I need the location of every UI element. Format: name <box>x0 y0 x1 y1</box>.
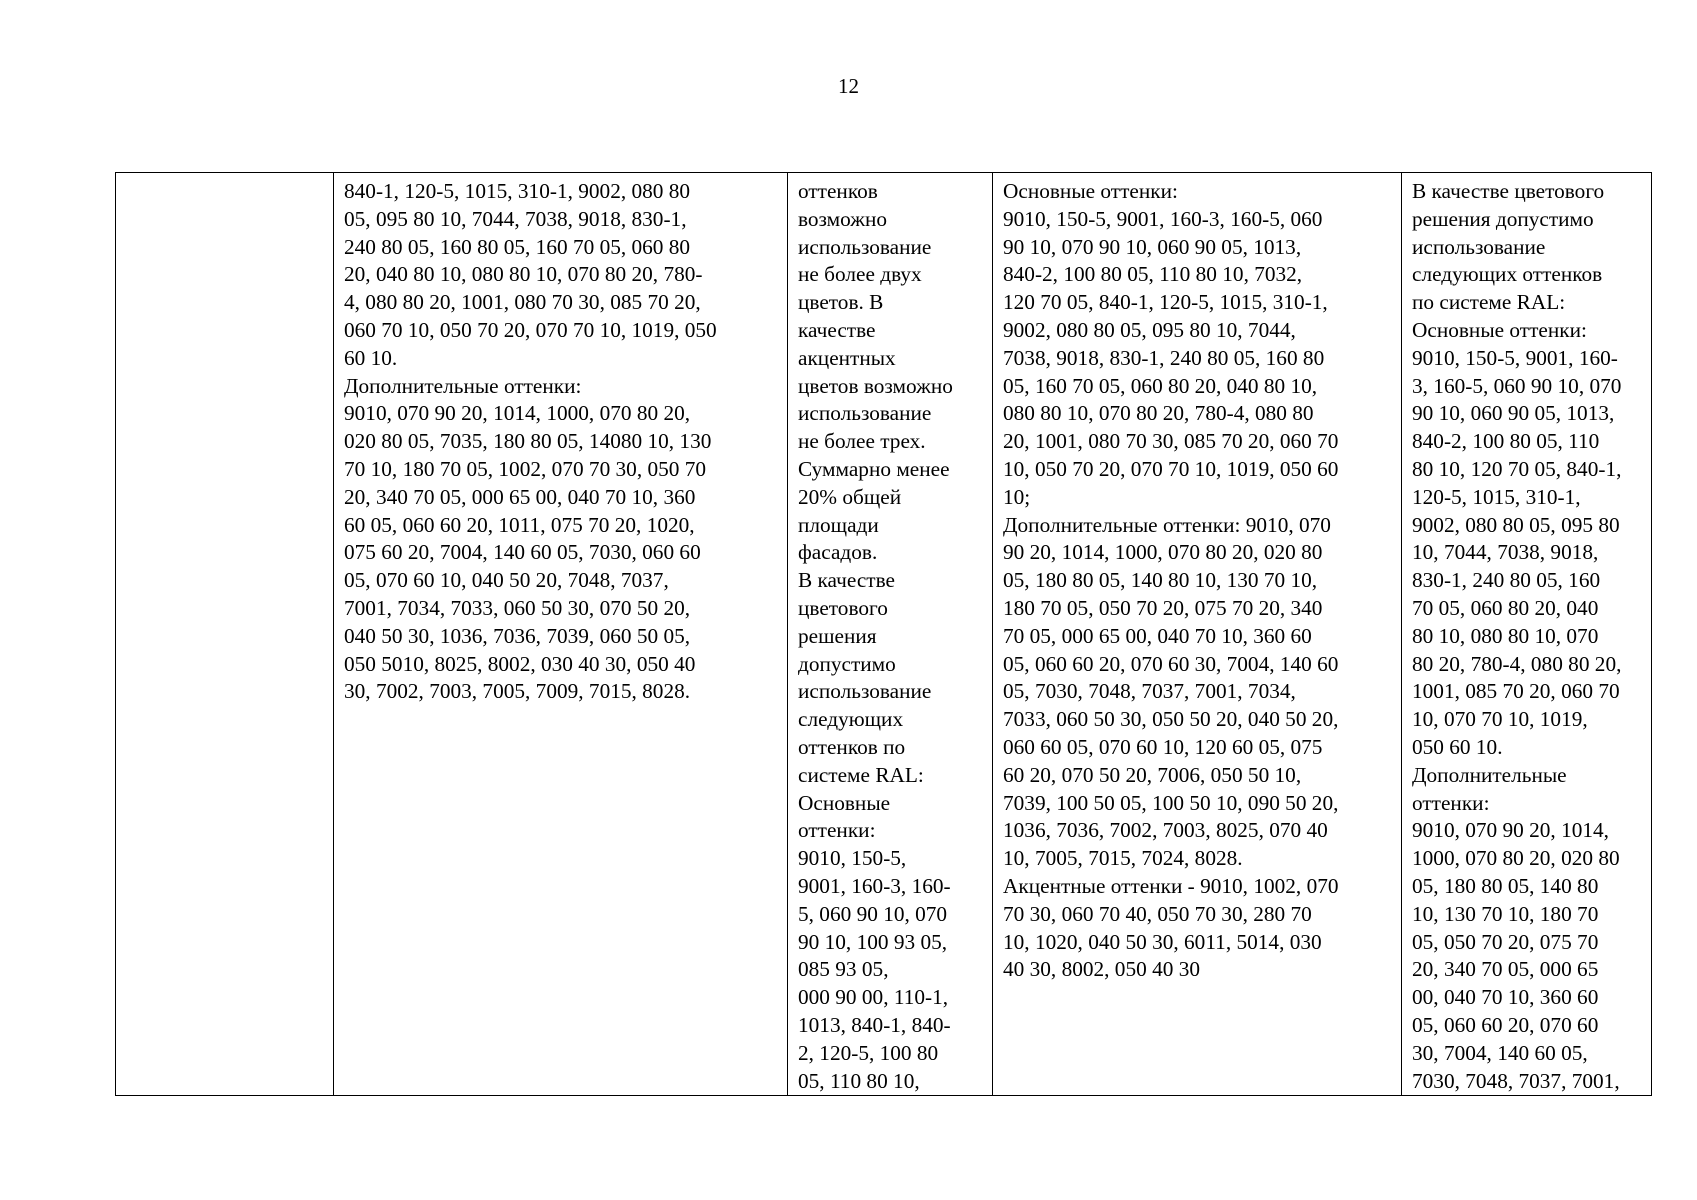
cell-text-line: 90 10, 060 90 05, 1013, <box>1412 401 1615 426</box>
cell-text-line: 10, 130 70 10, 180 70 <box>1412 901 1599 926</box>
cell-text-line: 05, 160 70 05, 060 80 20, 040 80 10, <box>1003 373 1318 398</box>
cell-text-line: по системе RAL: <box>1412 290 1566 315</box>
color-specification-table <box>115 172 1652 1096</box>
table-cell-color-rules <box>788 173 993 1096</box>
cell-text-line: 60 20, 070 50 20, 7006, 050 50 10, <box>1003 762 1302 787</box>
cell-text-line: 9010, 150-5, 9001, 160-3, 160-5, 060 <box>1003 206 1323 231</box>
cell-text-line: 080 80 10, 070 80 20, 780-4, 080 80 <box>1003 401 1314 426</box>
cell-text-line: 20, 040 80 10, 080 80 10, 070 80 20, 780- <box>344 262 703 287</box>
cell-text-line: 00, 040 70 10, 360 60 <box>1412 985 1599 1010</box>
cell-text-line: Акцентные оттенки - 9010, 1002, 070 <box>1003 873 1339 898</box>
table-cell-shades-list <box>334 173 788 1096</box>
cell-text-line: не более двух <box>798 262 922 287</box>
cell-text-line: 4, 080 80 20, 1001, 080 70 30, 085 70 20, <box>344 290 701 315</box>
cell-text-line: оттенки: <box>1412 790 1490 815</box>
cell-text-line: 40 30, 8002, 050 40 30 <box>1003 957 1200 982</box>
cell-text-line: 70 10, 180 70 05, 1002, 070 70 30, 050 70 <box>344 456 707 481</box>
cell-text-line: 1001, 085 70 20, 060 70 <box>1412 679 1620 704</box>
cell-text-line: 10, 070 70 10, 1019, <box>1412 707 1588 732</box>
cell-text-line: следующих оттенков <box>1412 262 1603 287</box>
cell-text-line: 9010, 150-5, <box>798 846 907 871</box>
cell-text-line: следующих <box>798 707 904 732</box>
cell-text-line: Основные оттенки: <box>1412 317 1587 342</box>
table-cell-ral-shades <box>1402 173 1652 1096</box>
cell-text-line: 9001, 160-3, 160- <box>798 873 951 898</box>
cell-text-line: 840-2, 100 80 05, 110 <box>1412 429 1600 454</box>
cell-text-line: 7038, 9018, 830-1, 240 80 05, 160 80 <box>1003 345 1325 370</box>
cell-text-line: использование <box>1412 234 1546 259</box>
cell-text-line: цветового <box>798 595 888 620</box>
cell-text-line: использование <box>798 679 932 704</box>
cell-text-line: 10; <box>1003 484 1031 509</box>
cell-text-line: 085 93 05, <box>798 957 889 982</box>
cell-text-line: 830-1, 240 80 05, 160 <box>1412 568 1601 593</box>
table-cell-empty <box>116 173 334 1096</box>
cell-text-line: 9002, 080 80 05, 095 80 10, 7044, <box>1003 317 1296 342</box>
cell-text-line: 7001, 7034, 7033, 060 50 30, 070 50 20, <box>344 595 691 620</box>
cell-text-line: решения допустимо <box>1412 206 1594 231</box>
cell-text-line: 05, 095 80 10, 7044, 7038, 9018, 830-1, <box>344 206 687 231</box>
cell-text-line: 80 10, 080 80 10, 070 <box>1412 623 1599 648</box>
cell-text-line: 05, 110 80 10, <box>798 1068 920 1093</box>
cell-text-line: оттенков <box>798 179 878 203</box>
cell-text-line: использование <box>798 401 932 426</box>
cell-text-line: Дополнительные <box>1412 762 1567 787</box>
cell-text-line: В качестве цветового <box>1412 179 1605 203</box>
cell-text-line: 060 60 05, 070 60 10, 120 60 05, 075 <box>1003 734 1323 759</box>
cell-text-line: 10, 7005, 7015, 7024, 8028. <box>1003 846 1243 871</box>
cell-text-line: использование <box>798 234 932 259</box>
cell-text-line: 05, 060 60 20, 070 60 30, 7004, 140 60 <box>1003 651 1339 676</box>
cell-text-line: 840-2, 100 80 05, 110 80 10, 7032, <box>1003 262 1303 287</box>
cell-text-line: акцентных <box>798 345 896 370</box>
cell-text-line: 060 70 10, 050 70 20, 070 70 10, 1019, 050 <box>344 317 717 342</box>
cell-text-line: 70 30, 060 70 40, 050 70 30, 280 70 <box>1003 901 1312 926</box>
cell-text-line: 05, 060 60 20, 070 60 <box>1412 1012 1599 1037</box>
cell-text-line: 05, 7030, 7048, 7037, 7001, 7034, <box>1003 679 1296 704</box>
cell-text-line: цветов возможно <box>798 373 953 398</box>
cell-text-line: оттенки: <box>798 818 876 843</box>
cell-text-line: 70 05, 000 65 00, 040 70 10, 360 60 <box>1003 623 1312 648</box>
cell-text-line: Основные оттенки: <box>1003 179 1178 203</box>
cell-text-line: 240 80 05, 160 80 05, 160 70 05, 060 80 <box>344 234 691 259</box>
cell-text-line: 30, 7004, 140 60 05, <box>1412 1040 1588 1065</box>
cell-text-line: Суммарно менее <box>798 456 950 481</box>
cell-text-line: 9002, 080 80 05, 095 80 <box>1412 512 1620 537</box>
cell-text-line: 90 10, 100 93 05, <box>798 929 948 954</box>
cell-text-line: возможно <box>798 206 888 231</box>
cell-text-line: 80 20, 780-4, 080 80 20, <box>1412 651 1622 676</box>
cell-text-line: 000 90 00, 110-1, <box>798 985 949 1010</box>
table-row <box>116 173 1652 1096</box>
cell-text-line: 20, 340 70 05, 000 65 00, 040 70 10, 360 <box>344 484 696 509</box>
cell-text-line: 20, 1001, 080 70 30, 085 70 20, 060 70 <box>1003 429 1339 454</box>
cell-text-line: 05, 050 70 20, 075 70 <box>1412 929 1599 954</box>
cell-text-line: 120-5, 1015, 310-1, <box>1412 484 1581 509</box>
cell-text-line: 05, 180 80 05, 140 80 <box>1412 873 1599 898</box>
cell-text-line: 7030, 7048, 7037, 7001, <box>1412 1068 1620 1093</box>
cell-text-line: 5, 060 90 10, 070 <box>798 901 948 926</box>
cell-text-line: 10, 050 70 20, 070 70 10, 1019, 050 60 <box>1003 456 1339 481</box>
cell-text-line: 7039, 100 50 05, 100 50 10, 090 50 20, <box>1003 790 1339 815</box>
cell-text-line: фасадов. <box>798 540 878 565</box>
cell-text-line: 60 10. <box>344 345 398 370</box>
cell-text-line: 1000, 070 80 20, 020 80 <box>1412 846 1620 871</box>
cell-text-line: 60 05, 060 60 20, 1011, 075 70 20, 1020, <box>344 512 695 537</box>
cell-text-line: 120 70 05, 840-1, 120-5, 1015, 310-1, <box>1003 290 1328 315</box>
cell-text-line: 075 60 20, 7004, 140 60 05, 7030, 060 60 <box>344 540 701 565</box>
cell-text-line: 1013, 840-1, 840- <box>798 1012 951 1037</box>
cell-text-line: 180 70 05, 050 70 20, 075 70 20, 340 <box>1003 595 1323 620</box>
cell-text-line: 040 50 30, 1036, 7036, 7039, 060 50 05, <box>344 623 691 648</box>
cell-text-line: 2, 120-5, 100 80 <box>798 1040 939 1065</box>
cell-text-line: 7033, 060 50 30, 050 50 20, 040 50 20, <box>1003 707 1339 732</box>
cell-text-line: решения <box>798 623 877 648</box>
cell-text-line: 1036, 7036, 7002, 7003, 8025, 070 40 <box>1003 818 1328 843</box>
cell-text-line: 050 5010, 8025, 8002, 030 40 30, 050 40 <box>344 651 696 676</box>
cell-text-line: Основные <box>798 790 891 815</box>
cell-text-line: 90 10, 070 90 10, 060 90 05, 1013, <box>1003 234 1302 259</box>
cell-text-line: системе RAL: <box>798 762 924 787</box>
cell-text-line: качестве <box>798 317 876 342</box>
cell-text-line: 80 10, 120 70 05, 840-1, <box>1412 456 1622 481</box>
cell-text-line: 840-1, 120-5, 1015, 310-1, 9002, 080 80 <box>344 179 691 203</box>
cell-text-line: Дополнительные оттенки: 9010, 070 <box>1003 512 1331 537</box>
page-number: 12 <box>838 74 859 98</box>
cell-text-line: 9010, 070 90 20, 1014, 1000, 070 80 20, <box>344 401 691 426</box>
cell-text-line: 20% общей <box>798 484 902 509</box>
cell-text-line: 10, 7044, 7038, 9018, <box>1412 540 1599 565</box>
cell-text-line: 20, 340 70 05, 000 65 <box>1412 957 1599 982</box>
cell-text-line: Дополнительные оттенки: <box>344 373 582 398</box>
cell-text-line: 020 80 05, 7035, 180 80 05, 14080 10, 130 <box>344 429 712 454</box>
cell-text-line: 70 05, 060 80 20, 040 <box>1412 595 1599 620</box>
cell-text-line: 05, 180 80 05, 140 80 10, 130 70 10, <box>1003 568 1318 593</box>
cell-text-line: площади <box>798 512 879 537</box>
cell-text-line: не более трех. <box>798 429 926 454</box>
cell-text-line: В качестве <box>798 568 895 593</box>
cell-text-line: 3, 160-5, 060 90 10, 070 <box>1412 373 1622 398</box>
cell-text-line: оттенков по <box>798 734 906 759</box>
cell-text-line: 9010, 150-5, 9001, 160- <box>1412 345 1618 370</box>
cell-text-line: 10, 1020, 040 50 30, 6011, 5014, 030 <box>1003 929 1322 954</box>
cell-text-line: цветов. В <box>798 290 884 315</box>
table-cell-main-additional-accent-shades <box>993 173 1402 1096</box>
cell-text-line: 050 60 10. <box>1412 734 1503 759</box>
cell-text-line: 30, 7002, 7003, 7005, 7009, 7015, 8028. <box>344 679 691 704</box>
cell-text-line: 9010, 070 90 20, 1014, <box>1412 818 1609 843</box>
cell-text-line: 90 20, 1014, 1000, 070 80 20, 020 80 <box>1003 540 1323 565</box>
cell-text-line: 05, 070 60 10, 040 50 20, 7048, 7037, <box>344 568 669 593</box>
cell-text-line: допустимо <box>798 651 896 676</box>
